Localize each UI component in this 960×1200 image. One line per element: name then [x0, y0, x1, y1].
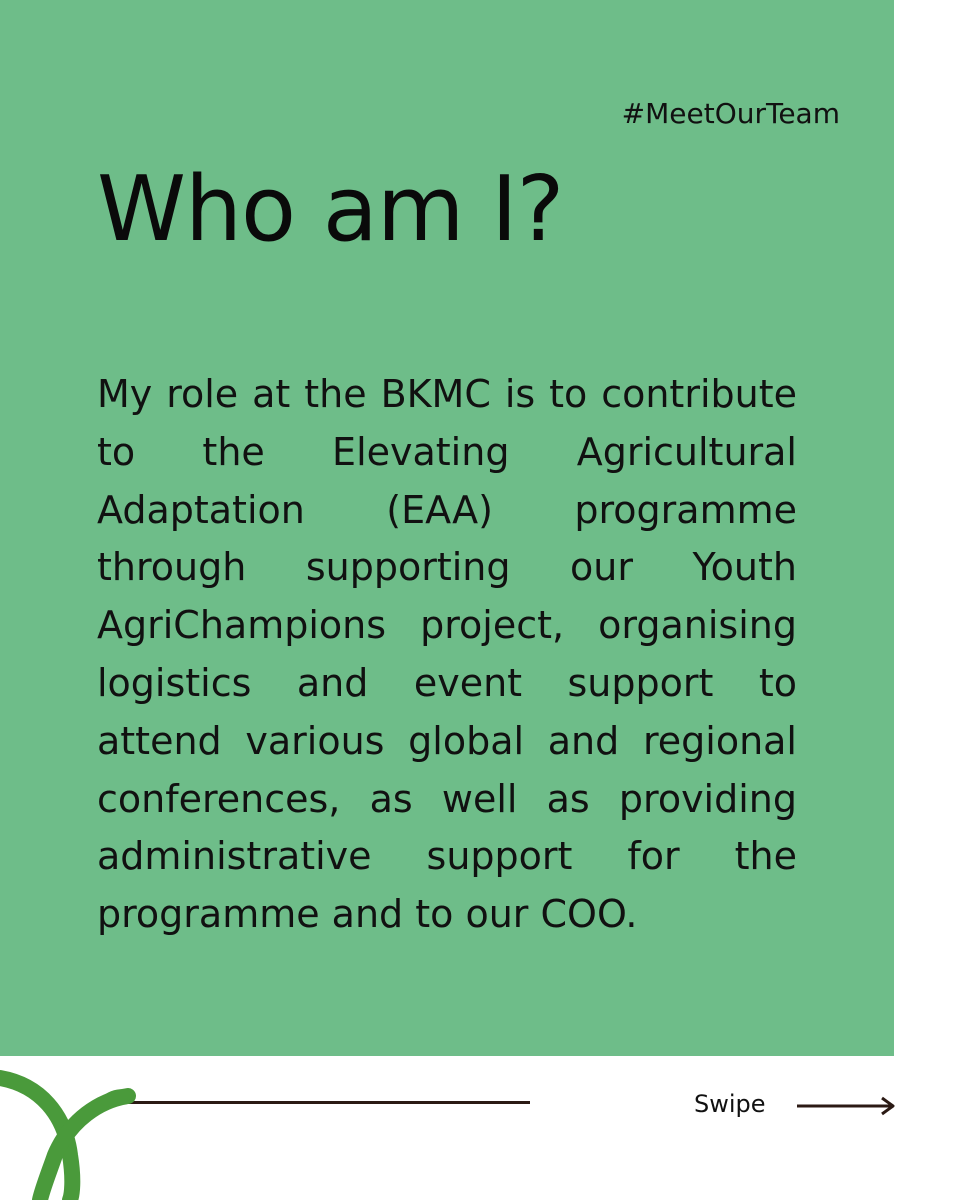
swipe-label[interactable]: Swipe	[694, 1090, 766, 1118]
sprout-icon	[0, 1060, 140, 1200]
hashtag-label: #MeetOurTeam	[621, 97, 840, 130]
footer-divider	[118, 1101, 530, 1104]
page-title: Who am I?	[97, 157, 564, 262]
arrow-right-icon[interactable]	[796, 1095, 896, 1117]
role-description: My role at the BKMC is to contribute to the Elevating Agricultural Adaptation (EAA) programme through supporting our Youth AgriChampions project, organising logistics and event support to attend various global and regional conferences, as well as providing administrative support for the programme and to our COO.	[97, 372, 797, 937]
